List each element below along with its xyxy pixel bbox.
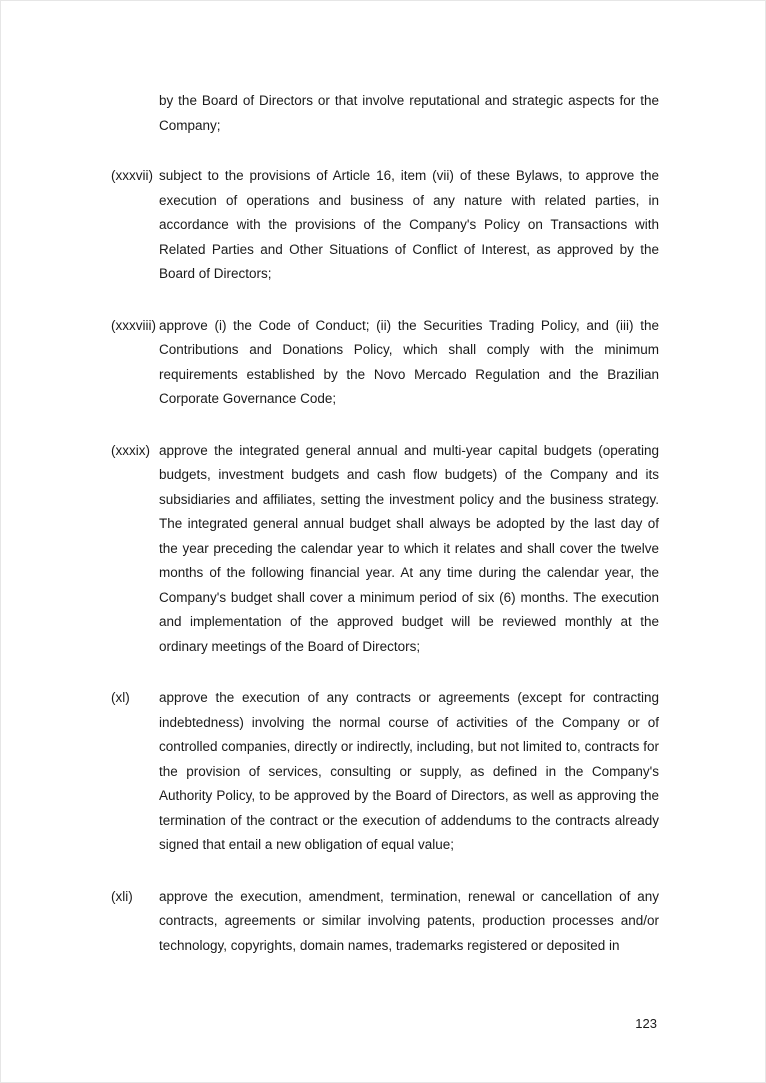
item-label: (xli) (111, 888, 133, 904)
item-label: (xxxvii) (111, 168, 153, 183)
item-text: approve the execution of any contracts or agreements (except for contracting indebtedness) involving the normal course of activities of the Company or of controlled companies, directly or indirectly, including, but not limited to, contracts for the provision of services, consulting or supply, as defined in the Company's Authority Policy, to be approved by the Board of Directors, as well as approving the termination of the contract or the execution of addendums to the contracts already signed that entail a new obligation of equal value; (159, 690, 659, 852)
item-text: approve the execution, amendment, termination, renewal or cancellation of any contracts, agreements or similar involving patents, production processes and/or technology, copyrights, domain names, trademarks registered or deposited in (159, 888, 659, 953)
item-label: (xl) (111, 690, 130, 705)
item-text: approve the integrated general annual and multi-year capital budgets (operating budgets, investment budgets and cash flow budgets) of the Company and its subsidiaries and affiliates, setting the investment policy and the business strategy. The integrated general annual budget shall always be adopted by the last day of the year preceding the calendar year to which it relates and shall cover the twelve months of the following financial year. At any time during the calendar year, the Company's budget shall cover a minimum period of six (6) months. The execution and implementation of the approved budget will be reviewed monthly at the ordinary meetings of the Board of Directors; (159, 442, 659, 654)
document-body (111, 89, 659, 958)
list-item (111, 164, 659, 287)
paragraph-continuation: by the Board of Directors or that involve reputational and strategic aspects for the Company; (159, 93, 659, 133)
item-label: (xxxviii) (111, 317, 156, 333)
list-item (111, 314, 659, 412)
item-text: subject to the provisions of Article 16, item (vii) of these Bylaws, to approve the execution of operations and business of any nature with related parties, in accordance with the provisions of the Company's Policy on Transactions with Related Parties and Other Situations of Conflict of Interest, as approved by the Board of Directors; (159, 168, 659, 281)
item-label: (xxxix) (111, 442, 150, 458)
page-number: 123 (635, 1016, 657, 1031)
list-item (111, 439, 659, 660)
item-text: approve (i) the Code of Conduct; (ii) the Securities Trading Policy, and (iii) the Contributions and Donations Policy, which shall comply with the minimum requirements established by the Novo Mercado Regulation and the Brazilian Corporate Governance Code; (159, 317, 659, 406)
list-item (111, 686, 659, 858)
list-item (111, 885, 659, 959)
